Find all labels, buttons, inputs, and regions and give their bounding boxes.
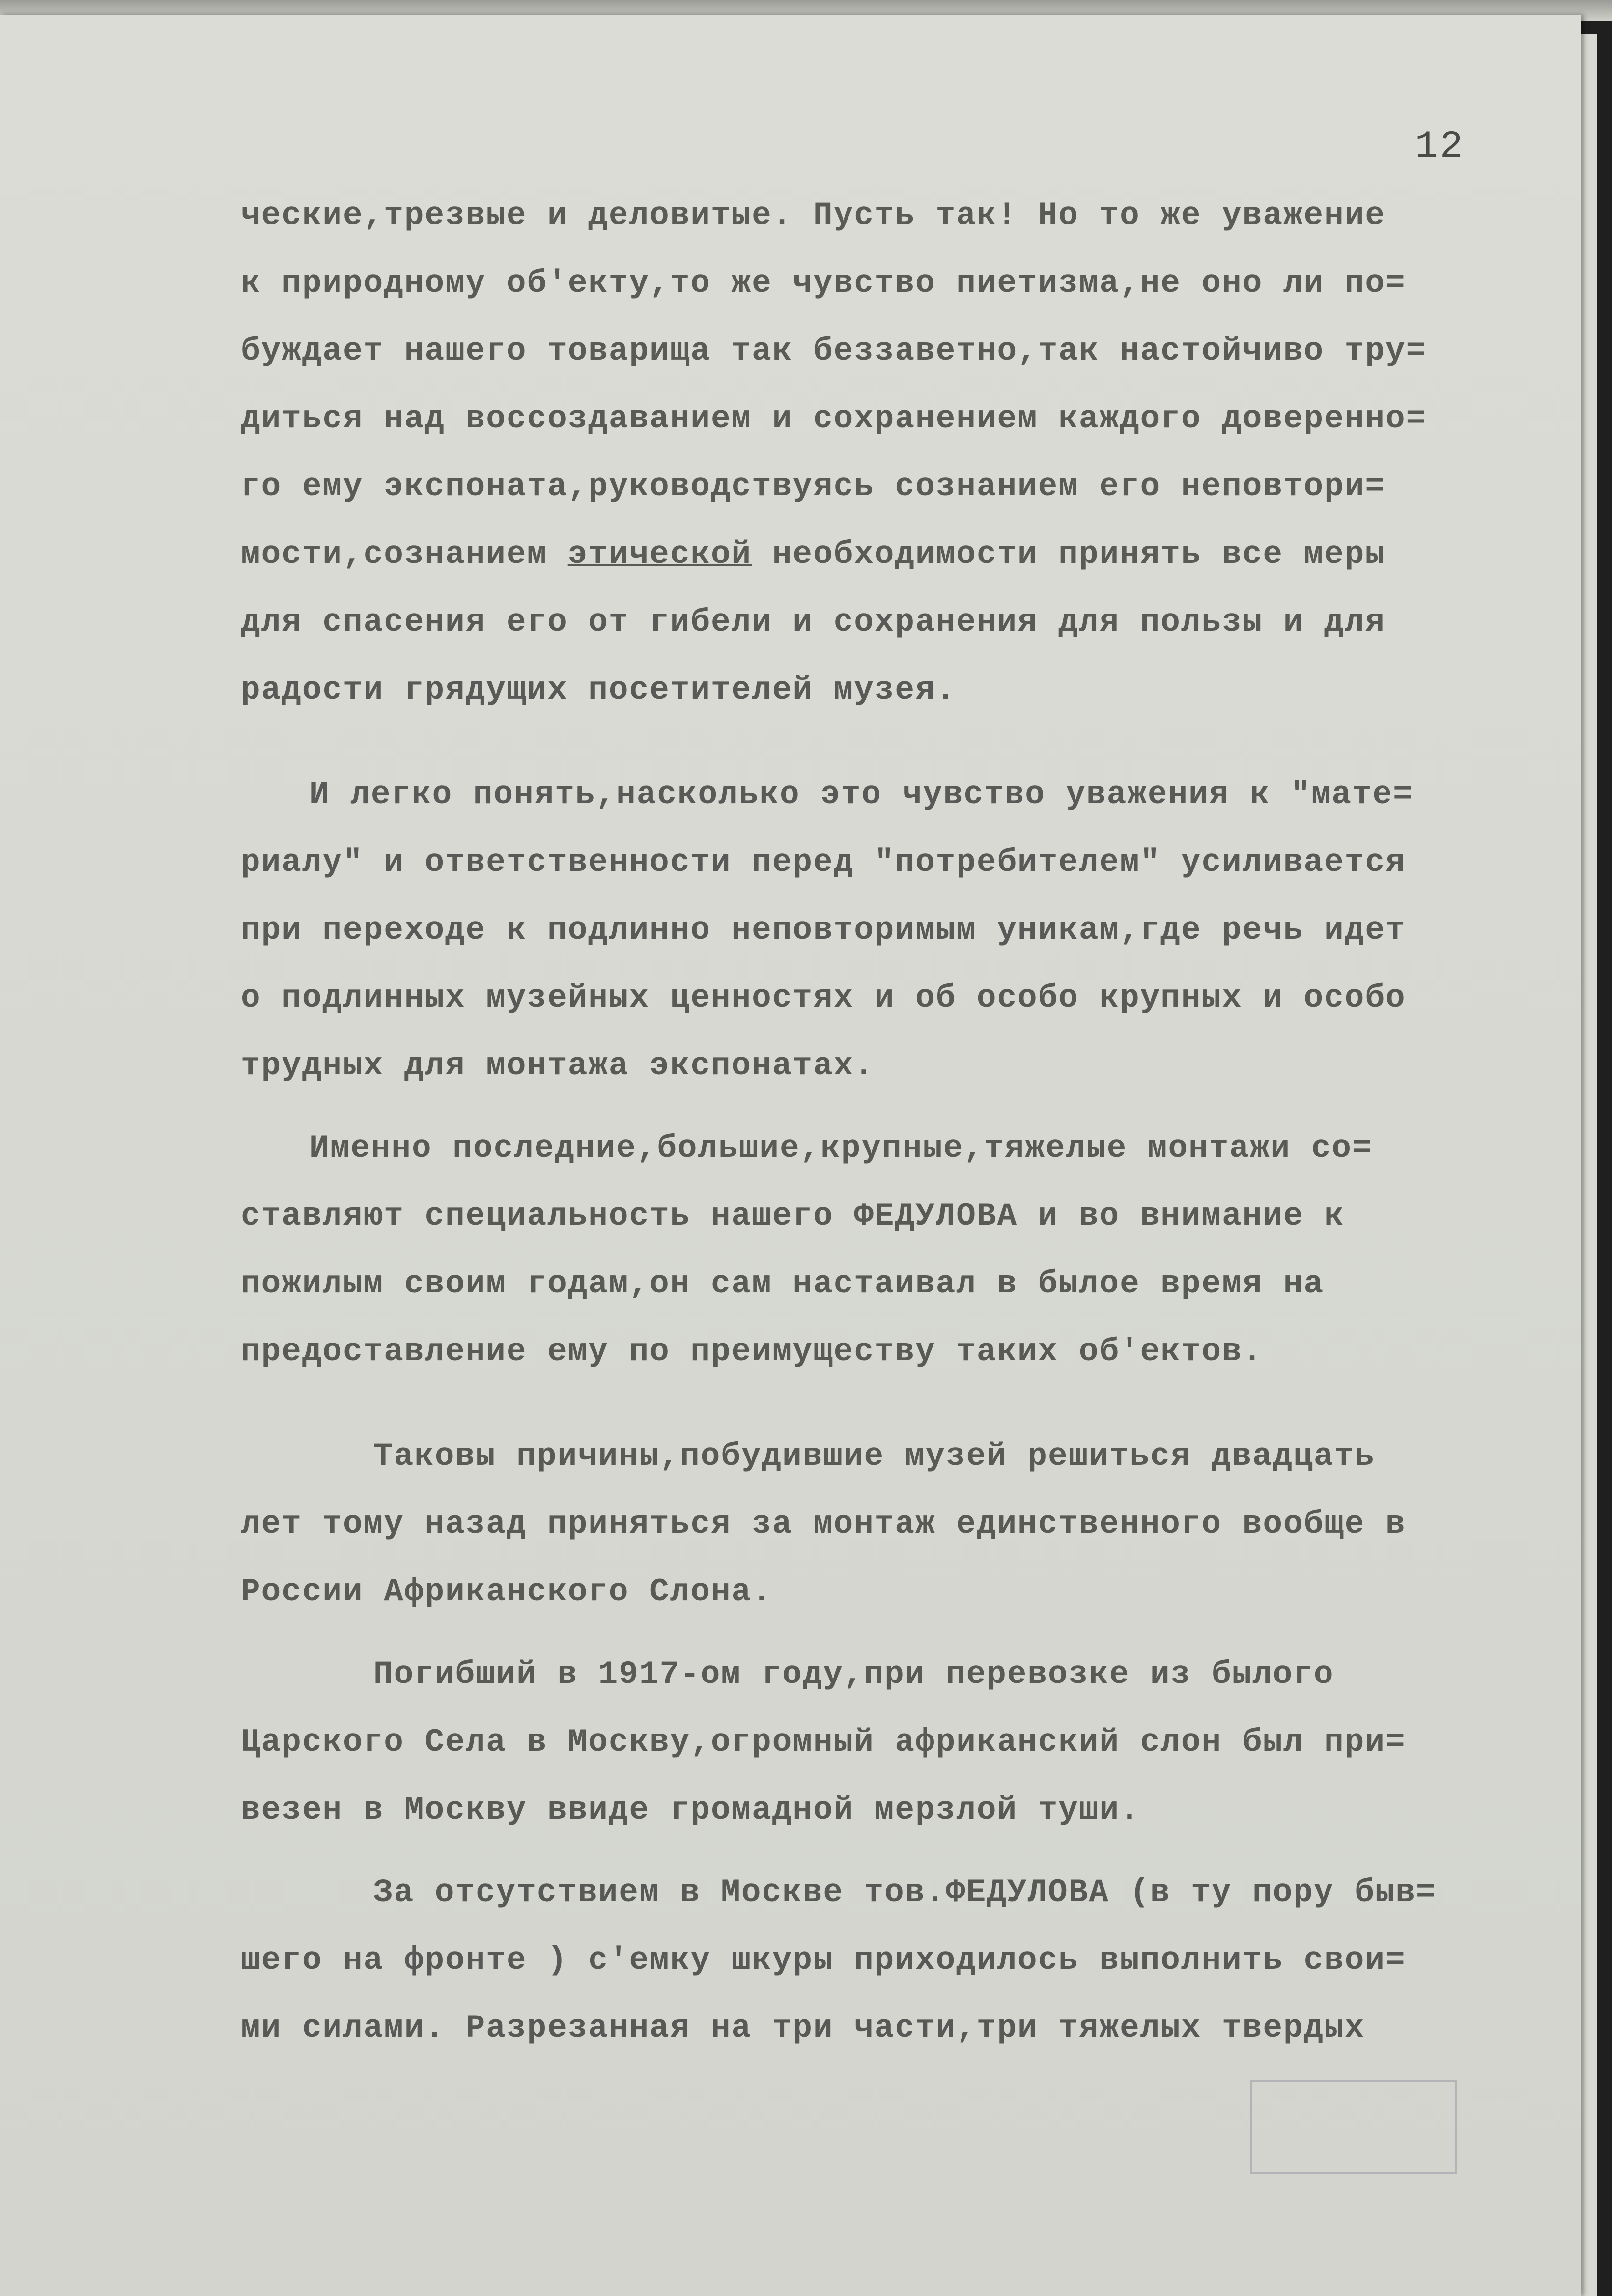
document-body (241, 182, 1499, 2062)
paragraph-1 (241, 182, 1499, 724)
underlined-word: этической (567, 536, 752, 573)
paragraph-5 (241, 1641, 1499, 1844)
text-line: Царского Села в Москву,огромный африканский слон был при= (241, 1724, 1406, 1761)
text-line: Таковы причины,побудившие музей решиться двадцать (373, 1438, 1375, 1475)
text-line: буждает нашего товарища так беззаветно,так настойчиво тру= (241, 333, 1427, 369)
text-line: Именно последние,большие,крупные,тяжелые монтажи со= (310, 1130, 1373, 1167)
text-line: России Африканского Слона. (241, 1573, 772, 1610)
text-line: ческие,трезвые и деловитые. Пусть так! Но то же уважение (241, 197, 1386, 234)
text-line: трудных для монтажа экспонатах. (241, 1047, 875, 1084)
text-line: шего на фронте ) с'емку шкуры приходилось выполнить свои= (241, 1942, 1406, 1979)
paragraph-4 (241, 1423, 1499, 1626)
text-line: пожилым своим годам,он сам настаивал в былое время на (241, 1265, 1325, 1302)
text-line: радости грядущих посетителей музея. (241, 672, 957, 708)
page-number: 12 (1415, 125, 1465, 168)
text-line: Погибший в 1917-ом году,при перевозке из былого (373, 1656, 1334, 1693)
text-line: при переходе к подлинно неповторимым уникам,где речь идет (241, 912, 1406, 949)
paragraph-6 (241, 1859, 1499, 2062)
text-line: го ему экспоната,руководствуясь сознанием его неповтори= (241, 468, 1386, 505)
text-line: ставляют специальность нашего ФЕДУЛОВА и во внимание к (241, 1198, 1345, 1234)
paragraph-3 (241, 1115, 1499, 1386)
text-line: к природному об'екту,то же чувство пиетизма,не оно ли по= (241, 265, 1406, 302)
archive-stamp (1250, 2080, 1457, 2174)
text-line: лет тому назад приняться за монтаж единственного вообще в (241, 1506, 1406, 1542)
text-line: везен в Москву ввиде громадной мерзлой туши. (241, 1792, 1140, 1828)
paragraph-2 (241, 761, 1499, 1100)
text-line: о подлинных музейных ценностях и об особо крупных и особо (241, 980, 1406, 1016)
text-line: За отсутствием в Москве тов.ФЕДУЛОВА (в ту пору быв= (373, 1874, 1437, 1911)
text-line: риалу" и ответственности перед "потребителем" усиливается (241, 844, 1406, 881)
text-line: И легко понять,насколько это чувство уважения к "мате= (310, 776, 1414, 813)
text-line-with-underline (241, 521, 1499, 588)
text-line: ми силами. Разрезанная на три части,три тяжелых твердых (241, 2010, 1365, 2046)
text-line: диться над воссоздаванием и сохранением каждого доверенно= (241, 400, 1427, 437)
text-fragment: необходимости принять все меры (752, 536, 1386, 573)
text-fragment: мости,сознанием (241, 536, 568, 573)
text-line: предоставление ему по преимуществу таких об'ектов. (241, 1333, 1263, 1370)
text-line: для спасения его от гибели и сохранения для пользы и для (241, 604, 1386, 641)
